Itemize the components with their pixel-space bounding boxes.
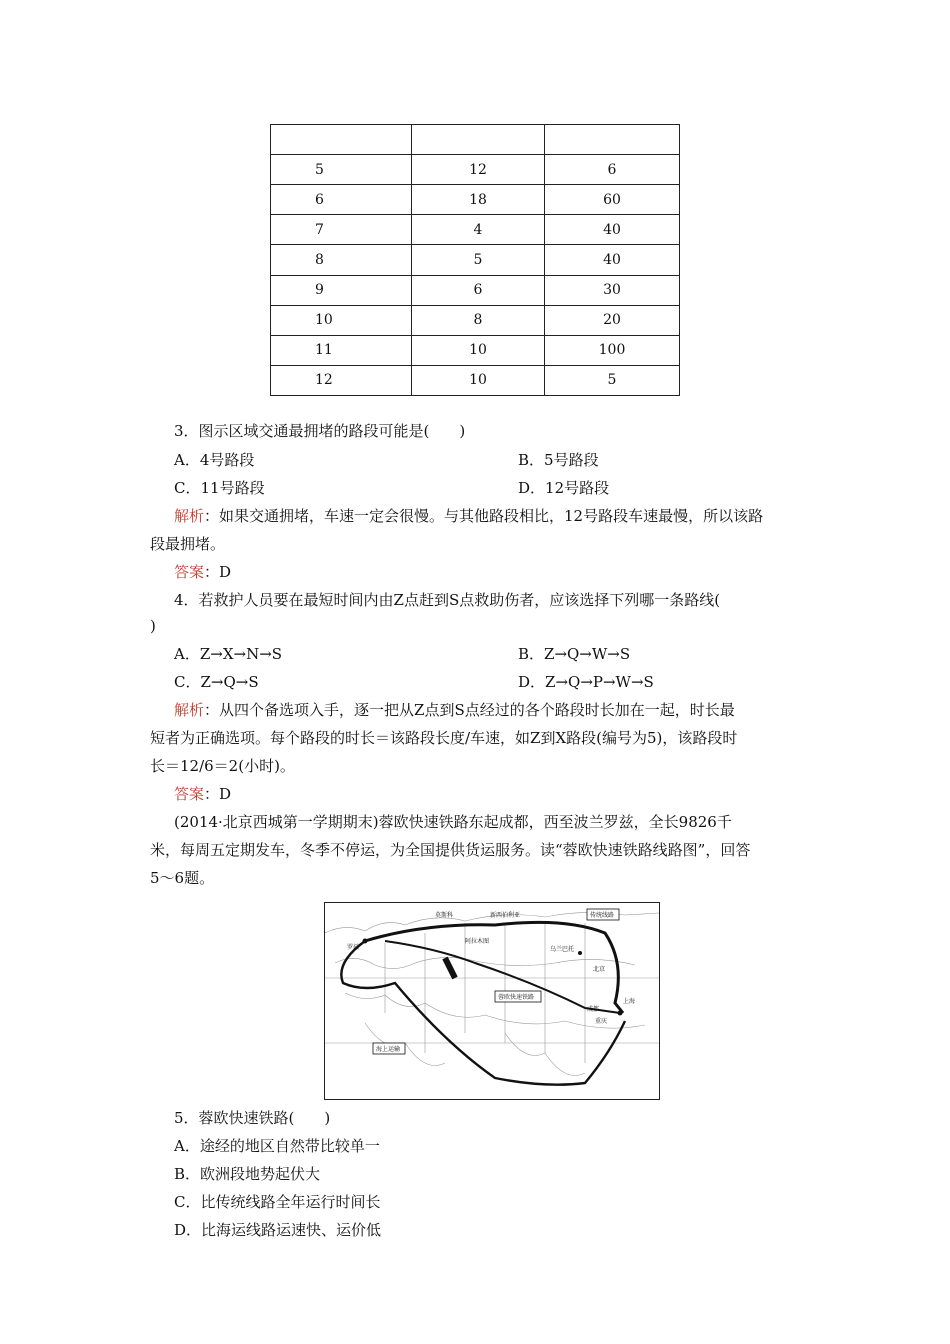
q3-analysis-cont: 段最拥堵。 — [150, 535, 226, 553]
intro-line-3: 5～6题。 — [150, 869, 215, 887]
q3-analysis-label: 解析 — [174, 507, 205, 525]
label-chongqing: 重庆 — [595, 1018, 608, 1025]
q3-option-b: B．5号路段 — [518, 451, 599, 469]
label-chengdu: 成都 — [587, 1006, 600, 1013]
table-cell: 12 — [412, 155, 545, 185]
q4-analysis — [174, 700, 735, 720]
q3-analysis-text: ：如果交通拥堵，车速一定会很慢。与其他路段相比，12号路段车速最慢，所以该路 — [204, 507, 764, 525]
table-cell: 40 — [545, 215, 680, 245]
label-rongou: 蓉欧快速铁路 — [498, 994, 535, 1001]
city-dot-chengdu — [618, 1011, 623, 1016]
q3-option-d: D．12号路段 — [518, 479, 610, 497]
table-row — [271, 365, 680, 395]
q4-analysis-text: ：从四个备选项入手，逐一把从Z点到S点经过的各个路段时长加在一起，时长最 — [204, 701, 735, 719]
q3-answer-value: ：D — [204, 563, 232, 581]
label-traditional: 传统线路 — [590, 912, 615, 919]
table-cell: 5 — [271, 155, 412, 185]
table-cell: 8 — [412, 305, 545, 335]
q4-option-c: C．Z→Q→S — [174, 673, 259, 691]
table-cell: 4 — [412, 215, 545, 245]
table-cell: 100 — [545, 335, 680, 365]
q5-option-b: B．欧洲段地势起伏大 — [174, 1165, 321, 1183]
q3-answer-label: 答案 — [174, 563, 205, 581]
map-cities — [363, 939, 623, 1016]
label-sea: 海上运输 — [376, 1046, 401, 1053]
q5-stem: 5．蓉欧快速铁路( ) — [174, 1109, 331, 1127]
city-dot-ulan — [578, 951, 582, 955]
table-row — [271, 335, 680, 365]
table-cell: 30 — [545, 275, 680, 305]
intro-line-1: (2014·北京西城第一学期期末)蓉欧快速铁路东起成都，西至波兰罗兹，全长9826千 — [174, 813, 732, 831]
q4-stem-cont: ) — [150, 617, 156, 635]
q4-analysis-label: 解析 — [174, 701, 205, 719]
q4-analysis-cont-2: 长＝12/6＝2(小时)。 — [150, 757, 295, 775]
q3-option-a: A．4号路段 — [174, 451, 255, 469]
table-cell: 20 — [545, 305, 680, 335]
q5-option-c: C．比传统线路全年运行时间长 — [174, 1193, 381, 1211]
table-row — [271, 245, 680, 275]
q4-answer-value: ：D — [204, 785, 232, 803]
q5-option-d: D．比海运线路运速快、运价低 — [174, 1221, 382, 1239]
table-cell: 7 — [271, 215, 412, 245]
table-row — [271, 155, 680, 185]
label-siberia: 新西伯利亚 — [490, 912, 521, 919]
table-cell: 11 — [271, 335, 412, 365]
table-cell: 6 — [271, 185, 412, 215]
q4-option-b: B．Z→Q→W→S — [518, 645, 631, 663]
table-cell — [271, 125, 412, 155]
table-cell: 8 — [271, 245, 412, 275]
table-cell — [545, 125, 680, 155]
table-row — [271, 215, 680, 245]
q3-stem: 3．图示区域交通最拥堵的路段可能是( ) — [174, 422, 466, 440]
q3-analysis — [174, 506, 763, 526]
railway-route-map — [324, 902, 660, 1100]
q3-option-c: C．11号路段 — [174, 479, 265, 497]
table-cell: 6 — [545, 155, 680, 185]
q4-option-a: A．Z→X→N→S — [174, 645, 283, 663]
table-row — [271, 275, 680, 305]
map-svg — [325, 903, 659, 1099]
map-routes — [341, 922, 625, 1084]
q5-option-a: A．途经的地区自然带比较单一 — [174, 1137, 380, 1155]
table-row — [271, 125, 680, 155]
table-cell: 6 — [412, 275, 545, 305]
table-cell: 10 — [271, 305, 412, 335]
q4-option-d: D．Z→Q→P→W→S — [518, 673, 654, 691]
table-cell: 10 — [412, 365, 545, 395]
table-cell: 60 — [545, 185, 680, 215]
table-cell — [412, 125, 545, 155]
table-cell: 9 — [271, 275, 412, 305]
label-shanghai: 上海 — [623, 998, 636, 1005]
table-cell: 40 — [545, 245, 680, 275]
table-cell: 5 — [545, 365, 680, 395]
q4-stem: 4．若救护人员要在最短时间内由Z点赶到S点救助伤者，应该选择下列哪一条路线( — [174, 591, 721, 609]
intro-line-2: 米，每周五定期发车，冬季不停运，为全国提供货运服务。读“蓉欧快速铁路线路图”，回答 — [150, 841, 751, 859]
label-lodz: 罗兹 — [347, 944, 360, 951]
table-cell: 18 — [412, 185, 545, 215]
label-kazakh: 阿拉木图 — [465, 938, 490, 945]
city-dot-lodz — [363, 939, 368, 944]
q4-answer-label: 答案 — [174, 785, 205, 803]
table-row — [271, 305, 680, 335]
table-cell: 10 — [412, 335, 545, 365]
label-moscow: 莫斯科 — [435, 912, 454, 919]
label-ulan: 乌兰巴托 — [550, 946, 575, 953]
data-table — [270, 124, 680, 396]
q3-answer — [174, 562, 231, 582]
table-cell: 5 — [412, 245, 545, 275]
label-beijing: 北京 — [593, 966, 606, 973]
q4-answer — [174, 784, 231, 804]
q4-analysis-cont-1: 短者为正确选项。每个路段的时长＝该路段长度/车速，如Z到X路段(编号为5)，该路段时 — [150, 729, 738, 747]
table-row — [271, 185, 680, 215]
table-cell: 12 — [271, 365, 412, 395]
